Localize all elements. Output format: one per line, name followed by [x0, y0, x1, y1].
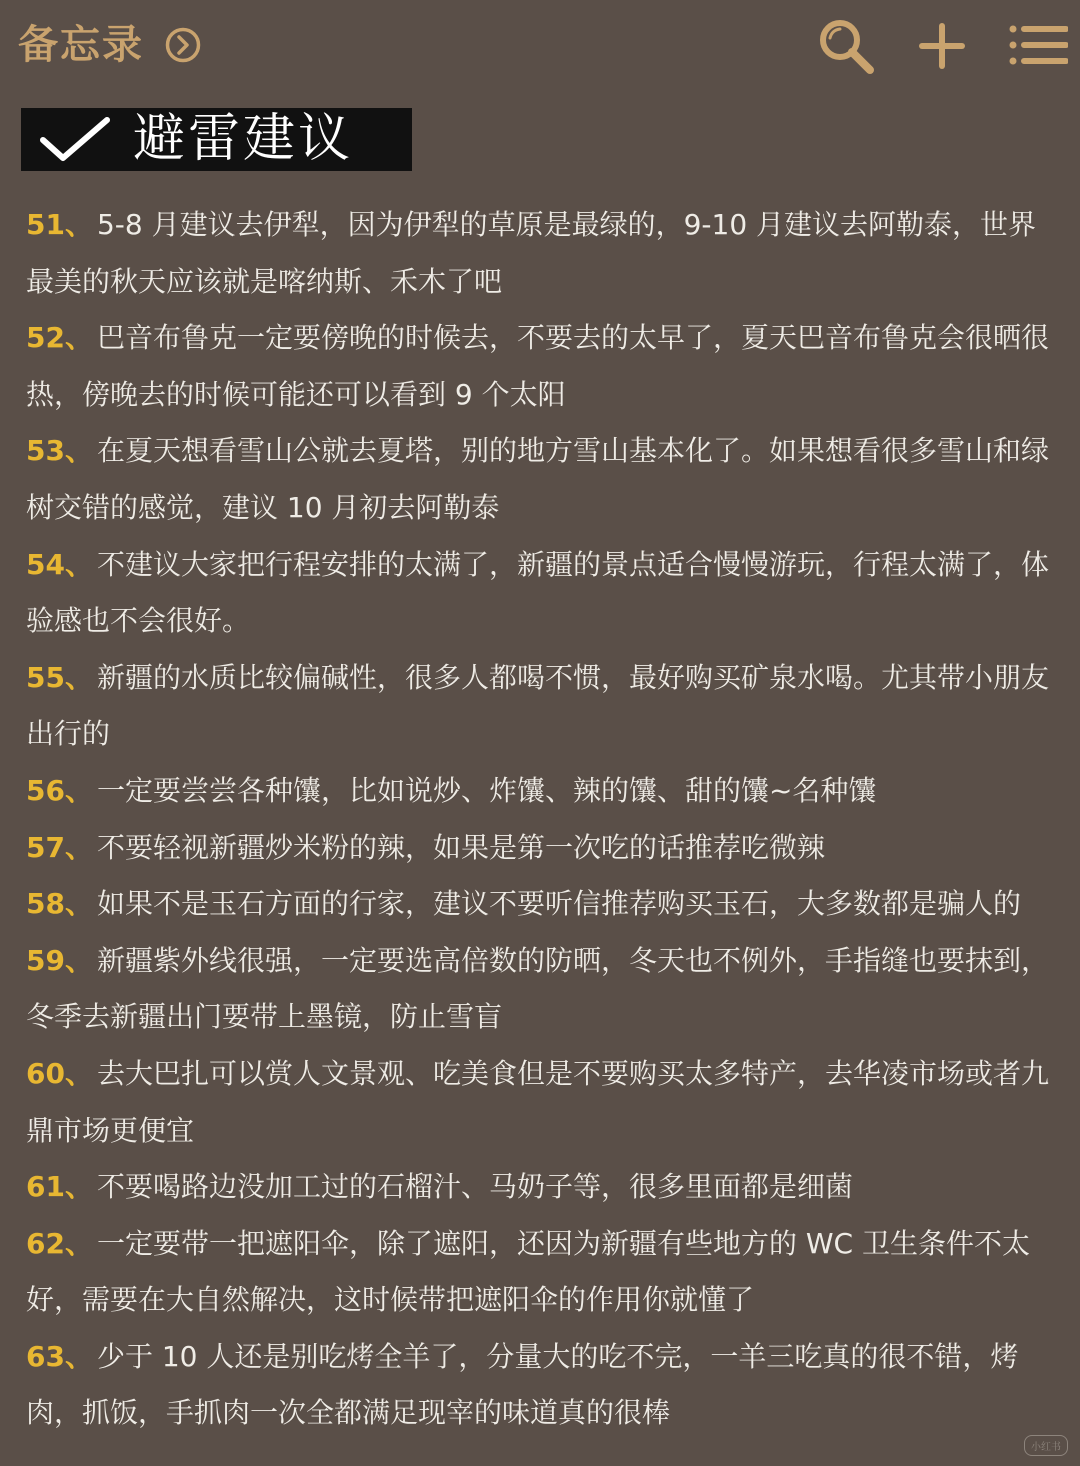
tip-text: 不要喝路边没加工过的石榴汁、马奶子等，很多里面都是细菌 [96, 1170, 853, 1204]
watermark: 小红书 [1024, 1435, 1068, 1456]
tip-text: 巴音布鲁克一定要傍晚的时候去，不要去的太早了，夏天巴音布鲁克会很晒很热，傍晚去的时候可能还可以看到 9 个太阳 [26, 321, 1049, 411]
tip-number: 58、 [26, 887, 93, 921]
tips-list [26, 197, 1058, 1442]
list-item [26, 1046, 1058, 1159]
tip-number: 60、 [26, 1056, 93, 1090]
tip-number: 61、 [26, 1170, 93, 1204]
tip-number: 55、 [26, 660, 93, 694]
tip-text: 不要轻视新疆炒米粉的辣，如果是第一次吃的话推荐吃微辣 [96, 830, 825, 864]
tip-number: 57、 [26, 830, 93, 864]
search-icon[interactable] [814, 14, 878, 78]
tip-number: 56、 [26, 773, 93, 807]
tip-text: 不建议大家把行程安排的太满了，新疆的景点适合慢慢游玩，行程太满了，体验感也不会很好。 [26, 547, 1049, 638]
tip-text: 新疆的水质比较偏碱性，很多人都喝不惯，最好购买矿泉水喝。尤其带小朋友出行的 [26, 660, 1049, 751]
list-item [26, 1216, 1058, 1329]
checkmark-icon [37, 114, 113, 166]
list-item [26, 310, 1058, 423]
app-title: 备忘录 [18, 22, 144, 68]
plus-icon[interactable] [910, 14, 974, 78]
list-item [26, 820, 1058, 877]
tip-number: 52、 [26, 321, 93, 355]
tip-text: 5-8 月建议去伊犁，因为伊犁的草原是最绿的，9-10 月建议去阿勒泰，世界最美的秋天应该就是喀纳斯、禾木了吧 [26, 208, 1037, 298]
tip-number: 59、 [26, 943, 93, 977]
tip-number: 62、 [26, 1226, 93, 1260]
top-toolbar [0, 0, 1080, 95]
menu-list-icon[interactable] [1004, 14, 1068, 78]
tip-text: 一定要带一把遮阳伞，除了遮阳，还因为新疆有些地方的 WC 卫生条件不太好，需要在大自然解决，这时候带把遮阳伞的作用你就懂了 [26, 1226, 1031, 1317]
section-title: 避雷建议 [133, 109, 354, 169]
list-item [26, 1329, 1058, 1442]
list-item [26, 650, 1058, 763]
list-item [26, 876, 1058, 933]
list-item [26, 1159, 1058, 1216]
tip-text: 如果不是玉石方面的行家，建议不要听信推荐购买玉石，大多数都是骗人的 [96, 887, 1021, 921]
section-banner [21, 108, 412, 171]
tip-number: 63、 [26, 1339, 93, 1373]
list-item [26, 423, 1058, 536]
list-item [26, 197, 1058, 310]
tip-number: 54、 [26, 547, 93, 581]
tip-text: 一定要尝尝各种馕，比如说炒、炸馕、辣的馕、甜的馕~名种馕 [96, 773, 877, 807]
list-item [26, 763, 1058, 820]
tip-number: 53、 [26, 434, 93, 468]
chevron-right-circle-icon[interactable] [165, 27, 201, 63]
tip-number: 51、 [26, 208, 93, 241]
tip-text: 少于 10 人还是别吃烤全羊了，分量大的吃不完，一羊三吃真的很不错，烤肉，抓饭，手抓肉一次全都满足现宰的味道真的很棒 [26, 1339, 1019, 1430]
tip-text: 新疆紫外线很强，一定要选高倍数的防晒，冬天也不例外，手指缝也要抹到，冬季去新疆出门要带上墨镜，防止雪盲 [26, 943, 1049, 1034]
list-item [26, 933, 1058, 1046]
tip-text: 在夏天想看雪山公就去夏塔，别的地方雪山基本化了。如果想看很多雪山和绿树交错的感觉，建议 10 月初去阿勒泰 [26, 434, 1049, 524]
tip-text: 去大巴扎可以赏人文景观、吃美食但是不要购买太多特产，去华凌市场或者九鼎市场更便宜 [26, 1056, 1049, 1147]
list-item [26, 537, 1058, 650]
